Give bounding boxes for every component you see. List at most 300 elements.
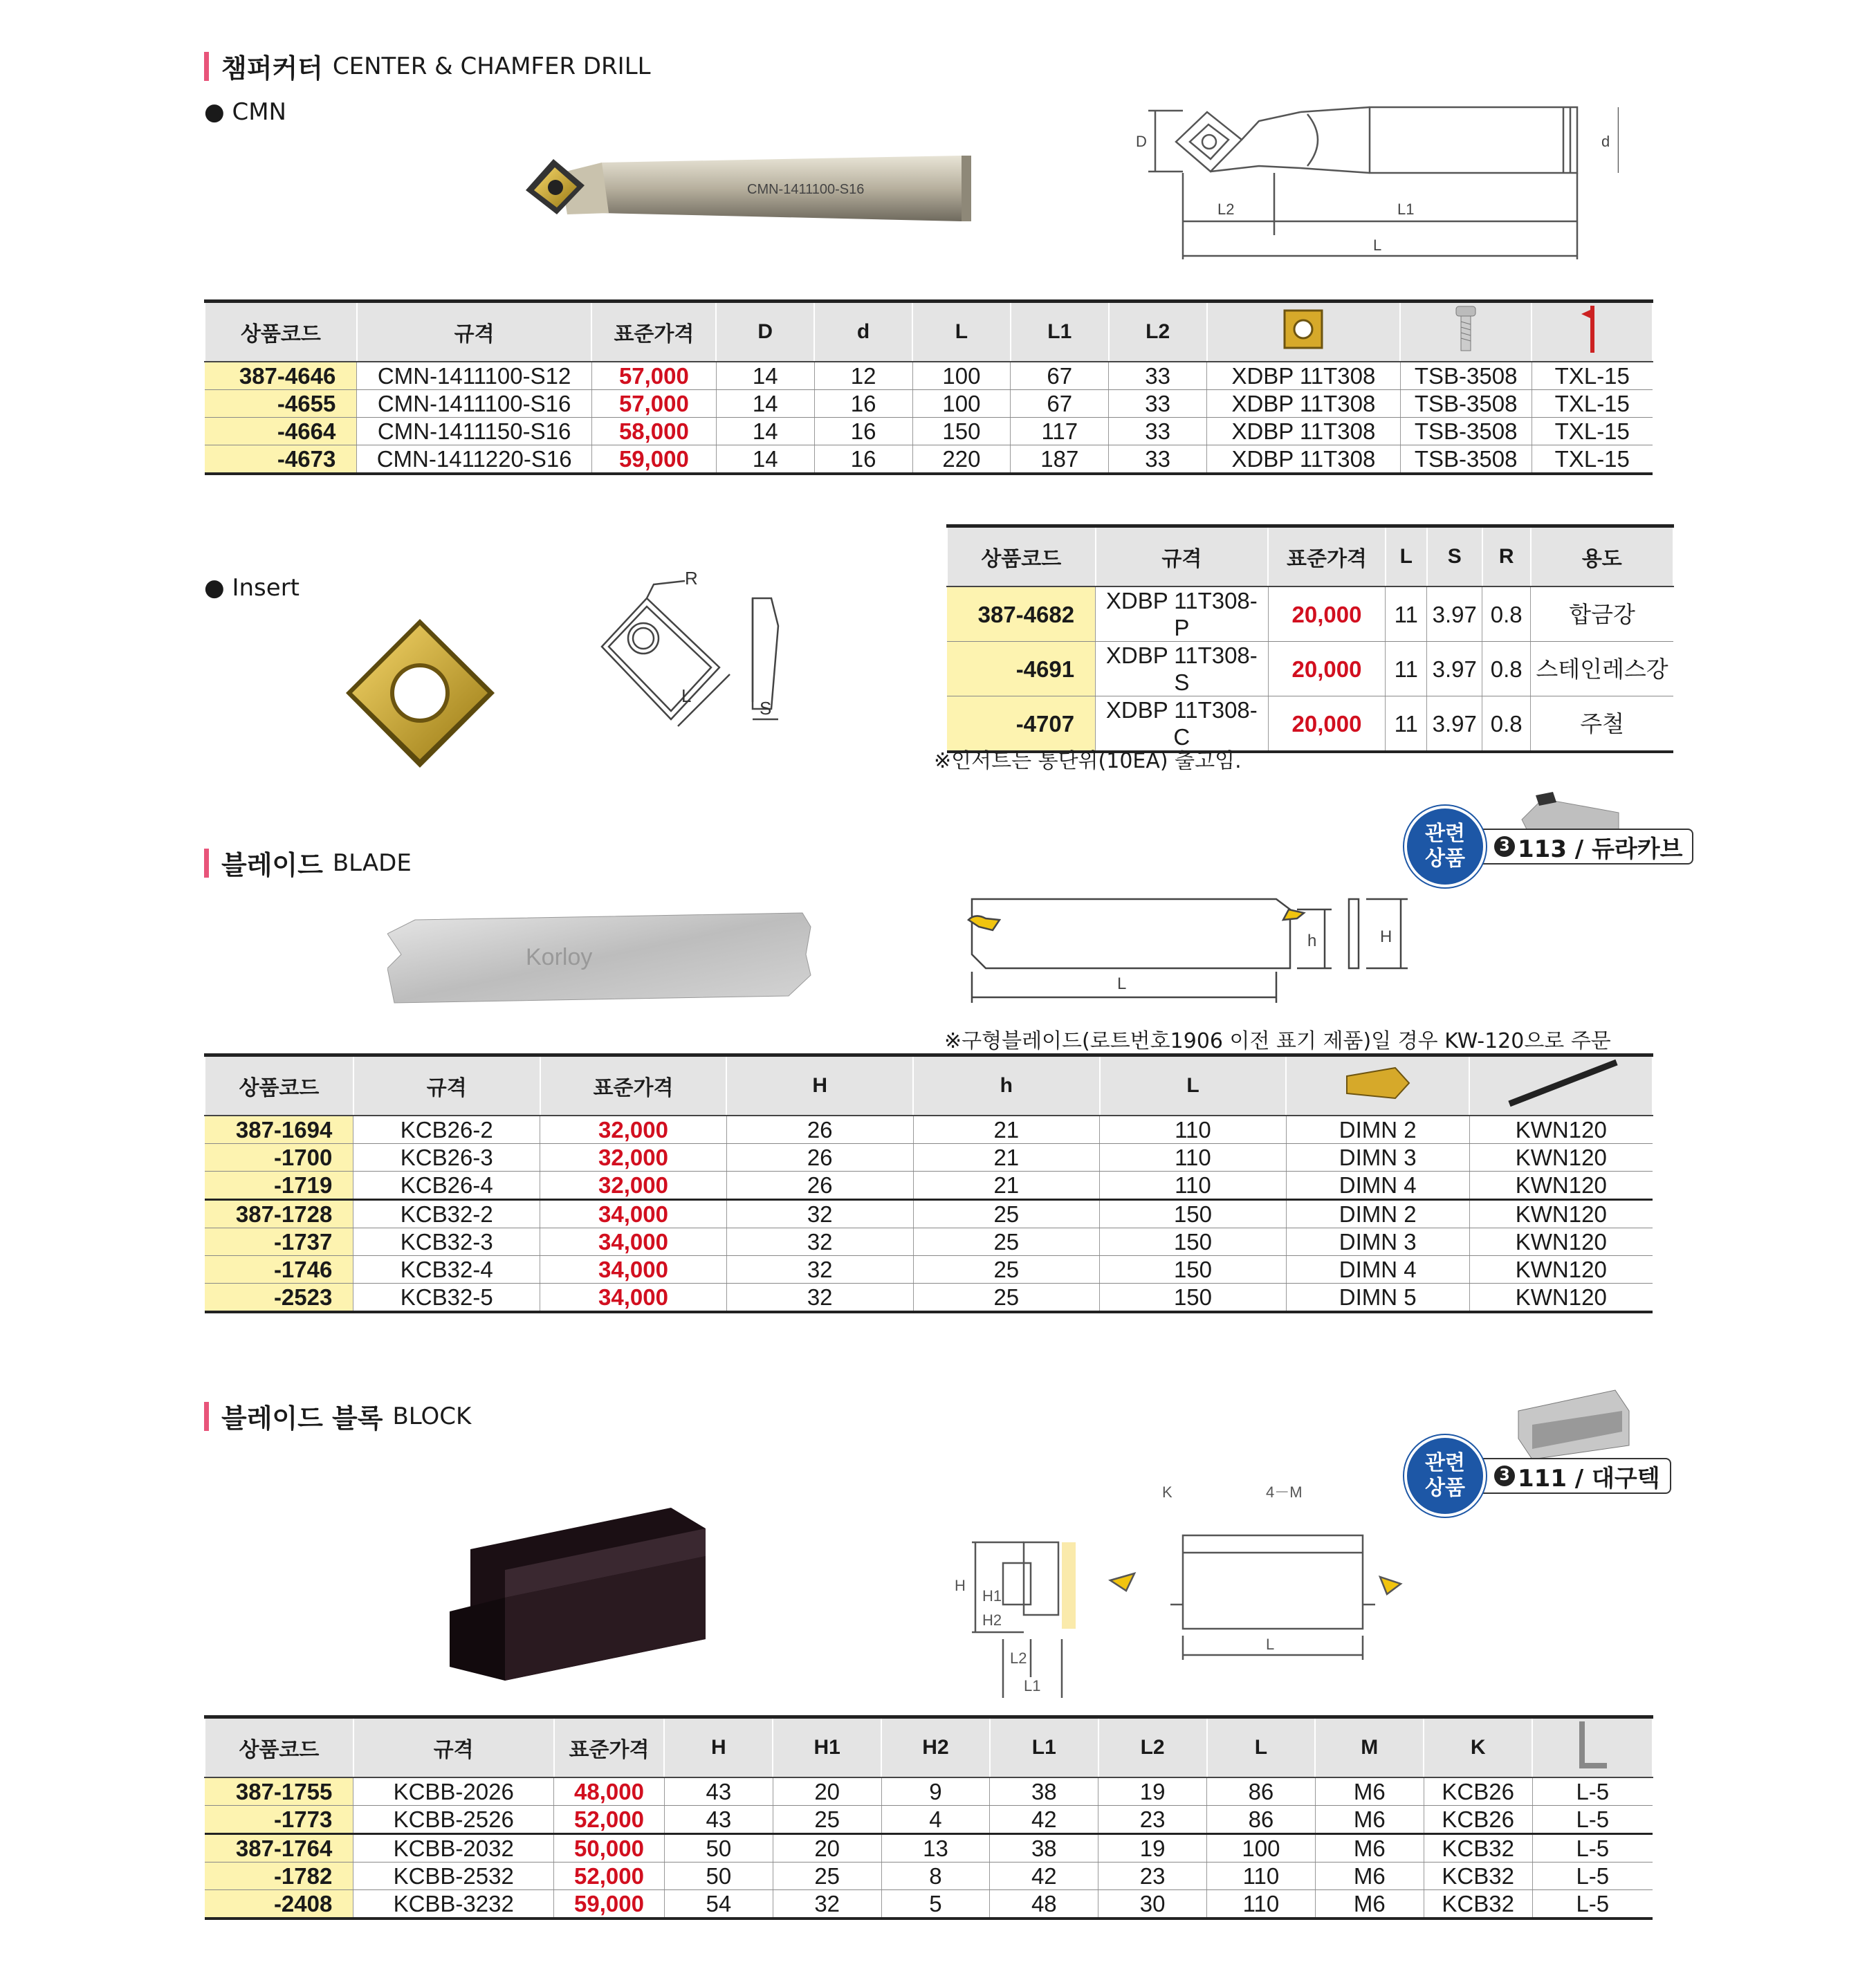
table-cell: 주철 [1531, 696, 1673, 752]
table-cell: 14 [716, 362, 814, 390]
related-circle: 관련 상품 [1404, 806, 1486, 887]
price-cell: 48,000 [554, 1777, 665, 1806]
table-cell: 187 [1011, 445, 1109, 474]
table-cell: 0.8 [1482, 696, 1531, 752]
table-cell: 150 [1100, 1256, 1287, 1284]
table-cell: 20 [773, 1777, 881, 1806]
product-code-cell: -1782 [205, 1863, 353, 1890]
header-insert-icon [1207, 302, 1401, 362]
section-accent-bar [204, 849, 209, 878]
table-cell: 150 [1100, 1200, 1287, 1228]
related-page: 111 / 대구텍 [1518, 1464, 1660, 1492]
table-row [205, 1200, 1653, 1228]
related-num: 3 [1494, 836, 1515, 857]
section-title-en: CENTER & CHAMFER DRILL [332, 52, 651, 80]
table-cell: 110 [1100, 1172, 1287, 1200]
table-row [205, 390, 1653, 418]
table-cell: 67 [1011, 362, 1109, 390]
dim-label-K: K [1162, 1484, 1172, 1501]
table-cell: 150 [1100, 1284, 1287, 1313]
related-page-tag [1472, 1458, 1671, 1494]
header-spec: 규격 [353, 1717, 554, 1778]
table-cell: 26 [726, 1116, 913, 1144]
table-cell: 33 [1109, 390, 1207, 418]
header-H: H [664, 1717, 773, 1778]
table-cell: 150 [1100, 1228, 1287, 1256]
table-cell: KCBB-2032 [353, 1834, 554, 1863]
dim-label-h: h [1307, 932, 1317, 950]
table-cell: 86 [1207, 1806, 1316, 1834]
product-code-cell: -1719 [205, 1172, 353, 1200]
table-cell: 110 [1100, 1116, 1287, 1144]
price-cell: 20,000 [1268, 642, 1386, 696]
section-title-ko: 블레이드 [221, 850, 323, 880]
table-cell: L-5 [1532, 1777, 1653, 1806]
table-cell: KCBB-2532 [353, 1863, 554, 1890]
header-M: M [1315, 1717, 1424, 1778]
price-cell: 20,000 [1268, 586, 1386, 642]
dim-label-D: D [1136, 133, 1147, 150]
table-cell: 32 [726, 1284, 913, 1313]
header-H1: H1 [773, 1717, 881, 1778]
table-row [205, 1228, 1653, 1256]
dim-label-M: 4－M [1266, 1484, 1303, 1501]
price-cell: 58,000 [591, 418, 716, 445]
table-cell: 23 [1098, 1806, 1207, 1834]
table-cell: 43 [664, 1777, 773, 1806]
header-usage: 용도 [1531, 526, 1673, 587]
table-cell: 16 [814, 445, 912, 474]
product-code-cell: -1773 [205, 1806, 353, 1834]
bullet-label: CMN [232, 98, 286, 126]
product-code-cell: 387-1728 [205, 1200, 353, 1228]
price-cell: 52,000 [554, 1863, 665, 1890]
section-title-chamfer [204, 47, 651, 85]
header-L: L [1100, 1055, 1287, 1116]
table-cell: 100 [912, 390, 1011, 418]
table-cell: 32 [726, 1200, 913, 1228]
table-cell: 11 [1386, 586, 1427, 642]
header-insert-icon [1286, 1055, 1469, 1116]
related-product-badge-blade[interactable] [1404, 806, 1693, 887]
header-D: D [716, 302, 814, 362]
table-cell: M6 [1315, 1863, 1424, 1890]
related-page: 113 / 듀라카브 [1518, 835, 1683, 863]
header-L1: L1 [1011, 302, 1109, 362]
table-cell: 14 [716, 418, 814, 445]
table-cell: TXL-15 [1532, 390, 1653, 418]
table-row [205, 1834, 1653, 1863]
product-code-cell: 387-4646 [205, 362, 357, 390]
table-cell: KCB32-5 [353, 1284, 540, 1313]
header-price: 표준가격 [554, 1717, 665, 1778]
table-cell: 30 [1098, 1890, 1207, 1919]
table-cell: TSB-3508 [1400, 445, 1532, 474]
section-title-blade [204, 844, 412, 882]
cmn-spec-table [204, 299, 1653, 475]
table-cell: CMN-1411150-S16 [357, 418, 592, 445]
dim-label-H1: H1 [982, 1587, 1002, 1605]
header-spec: 규격 [1096, 526, 1268, 587]
table-row [947, 642, 1673, 696]
table-cell: 33 [1109, 445, 1207, 474]
section-accent-bar [204, 1402, 209, 1431]
product-code-cell: -2523 [205, 1284, 353, 1313]
dim-label-L: L [1117, 974, 1127, 993]
table-cell: 50 [664, 1834, 773, 1863]
cmn-technical-drawing [1093, 97, 1619, 277]
insert-spec-table [946, 524, 1674, 753]
table-row [205, 1256, 1653, 1284]
table-cell: 33 [1109, 418, 1207, 445]
related-page-tag [1472, 829, 1693, 865]
bullet-insert: ● Insert [204, 574, 300, 602]
dim-label-L1: L1 [1397, 201, 1415, 218]
table-row [205, 362, 1653, 390]
header-hexkey-icon [1532, 1717, 1653, 1778]
table-cell: 26 [726, 1144, 913, 1172]
table-cell: 합금강 [1531, 586, 1673, 642]
product-code-cell: -4707 [947, 696, 1096, 752]
table-row [205, 418, 1653, 445]
price-cell: 32,000 [540, 1116, 727, 1144]
product-code-cell: -4664 [205, 418, 357, 445]
table-cell: KCB32 [1424, 1890, 1532, 1919]
table-cell: XDBP 11T308 [1207, 418, 1401, 445]
table-row [947, 586, 1673, 642]
table-cell: KCBB-2026 [353, 1777, 554, 1806]
table-cell: M6 [1315, 1834, 1424, 1863]
table-cell: 33 [1109, 362, 1207, 390]
table-cell: KCB32-2 [353, 1200, 540, 1228]
block-product-image [443, 1508, 719, 1688]
table-cell: 16 [814, 390, 912, 418]
price-cell: 32,000 [540, 1144, 727, 1172]
blade-engraving: Korloy [526, 944, 593, 970]
table-cell: M6 [1315, 1777, 1424, 1806]
table-cell: TXL-15 [1532, 418, 1653, 445]
table-cell: KWN120 [1469, 1172, 1653, 1200]
header-h: h [913, 1055, 1100, 1116]
header-screw-icon [1400, 302, 1532, 362]
table-header-row [205, 302, 1653, 362]
price-cell: 57,000 [591, 390, 716, 418]
table-cell: CMN-1411100-S12 [357, 362, 592, 390]
insert-technical-drawing [588, 564, 809, 743]
header-H2: H2 [881, 1717, 990, 1778]
table-cell: KCB26-3 [353, 1144, 540, 1172]
header-L: L [1386, 526, 1427, 587]
table-cell: 32 [726, 1256, 913, 1284]
block-technical-drawing [948, 1477, 1411, 1705]
table-cell: 67 [1011, 390, 1109, 418]
table-cell: DIMN 2 [1286, 1116, 1469, 1144]
table-cell: 110 [1207, 1890, 1316, 1919]
table-cell: KCB32-3 [353, 1228, 540, 1256]
table-cell: 48 [990, 1890, 1098, 1919]
table-cell: 43 [664, 1806, 773, 1834]
table-cell: 13 [881, 1834, 990, 1863]
table-cell: KCB26 [1424, 1777, 1532, 1806]
dim-label-H2: H2 [982, 1611, 1002, 1629]
table-row [205, 1777, 1653, 1806]
table-cell: 50 [664, 1863, 773, 1890]
table-cell: DIMN 2 [1286, 1200, 1469, 1228]
header-L: L [912, 302, 1011, 362]
header-L: L [1207, 1717, 1316, 1778]
block-spec-table [204, 1715, 1653, 1920]
table-cell: 21 [913, 1144, 1100, 1172]
table-cell: KWN120 [1469, 1144, 1653, 1172]
table-cell: XDBP 11T308-P [1096, 586, 1268, 642]
product-code-cell: -4655 [205, 390, 357, 418]
table-cell: L-5 [1532, 1863, 1653, 1890]
table-cell: 32 [726, 1228, 913, 1256]
product-code-cell: -1700 [205, 1144, 353, 1172]
table-cell: KCB26-4 [353, 1172, 540, 1200]
header-S: S [1427, 526, 1482, 587]
table-cell: 25 [913, 1200, 1100, 1228]
table-cell: KCBB-2526 [353, 1806, 554, 1834]
table-cell: 9 [881, 1777, 990, 1806]
section-title-ko: 챔퍼커터 [221, 53, 323, 84]
table-cell: 16 [814, 418, 912, 445]
table-cell: 12 [814, 362, 912, 390]
table-cell: XDBP 11T308 [1207, 390, 1401, 418]
dim-label-S: S [760, 698, 772, 719]
price-cell: 34,000 [540, 1228, 727, 1256]
table-cell: 19 [1098, 1777, 1207, 1806]
table-row [205, 445, 1653, 474]
table-cell: 23 [1098, 1863, 1207, 1890]
table-cell: 42 [990, 1806, 1098, 1834]
section-title-en: BLADE [332, 849, 412, 877]
header-spec: 규격 [353, 1055, 540, 1116]
price-cell: 34,000 [540, 1256, 727, 1284]
section-title-block [204, 1397, 471, 1435]
table-cell: 25 [773, 1863, 881, 1890]
table-cell: KWN120 [1469, 1228, 1653, 1256]
header-d: d [814, 302, 912, 362]
table-cell: CMN-1411100-S16 [357, 390, 592, 418]
header-spec: 규격 [357, 302, 592, 362]
table-cell: KWN120 [1469, 1256, 1653, 1284]
table-cell: KCB32 [1424, 1863, 1532, 1890]
table-cell: DIMN 5 [1286, 1284, 1469, 1313]
table-cell: TSB-3508 [1400, 390, 1532, 418]
table-cell: DIMN 4 [1286, 1256, 1469, 1284]
table-cell: 110 [1207, 1863, 1316, 1890]
bullet-cmn: ● CMN [204, 98, 286, 126]
dim-label-L2: L2 [1010, 1649, 1027, 1667]
table-cell: L-5 [1532, 1834, 1653, 1863]
table-cell: TSB-3508 [1400, 362, 1532, 390]
table-cell: KCB32 [1424, 1834, 1532, 1863]
header-key-icon [1469, 1055, 1653, 1116]
table-cell: DIMN 4 [1286, 1172, 1469, 1200]
table-cell: 150 [912, 418, 1011, 445]
table-cell: 38 [990, 1777, 1098, 1806]
table-cell: KCB26 [1424, 1806, 1532, 1834]
table-row [205, 1863, 1653, 1890]
table-cell: DIMN 3 [1286, 1228, 1469, 1256]
table-cell: 25 [913, 1284, 1100, 1313]
table-cell: 117 [1011, 418, 1109, 445]
product-code-cell: -4673 [205, 445, 357, 474]
header-code: 상품코드 [205, 1055, 353, 1116]
table-cell: 25 [913, 1256, 1100, 1284]
dim-label-L: L [1266, 1636, 1275, 1653]
dim-label-R: R [685, 568, 698, 589]
table-cell: 110 [1100, 1144, 1287, 1172]
header-code: 상품코드 [205, 1717, 353, 1778]
blade-spec-table [204, 1053, 1653, 1313]
related-num: 3 [1494, 1466, 1515, 1486]
blade-note: ※구형블레이드(로트번호1906 이전 표기 제품)일 경우 KW-120으로 주문 [944, 1029, 1611, 1053]
table-cell: 25 [913, 1228, 1100, 1256]
table-cell: XDBP 11T308 [1207, 445, 1401, 474]
table-cell: 19 [1098, 1834, 1207, 1863]
table-cell: 26 [726, 1172, 913, 1200]
dim-label-d: d [1601, 133, 1610, 150]
product-code-cell: 387-1694 [205, 1116, 353, 1144]
table-cell: KWN120 [1469, 1200, 1653, 1228]
table-cell: L-5 [1532, 1890, 1653, 1919]
table-cell: 0.8 [1482, 642, 1531, 696]
header-L1: L1 [990, 1717, 1098, 1778]
table-cell: M6 [1315, 1806, 1424, 1834]
product-code-cell: 387-1764 [205, 1834, 353, 1863]
table-cell: 11 [1386, 696, 1427, 752]
price-cell: 32,000 [540, 1172, 727, 1200]
dim-label-H: H [1380, 927, 1392, 946]
table-cell: 11 [1386, 642, 1427, 696]
section-title-ko: 블레이드 블록 [221, 1403, 383, 1434]
insert-note: ※인서트는 통단위(10EA) 출고임. [934, 749, 1242, 773]
product-code-cell: -2408 [205, 1890, 353, 1919]
table-cell: 14 [716, 390, 814, 418]
dim-label-L: L [681, 685, 692, 706]
table-cell: KWN120 [1469, 1116, 1653, 1144]
price-cell: 59,000 [554, 1890, 665, 1919]
dim-label-L1: L1 [1024, 1677, 1041, 1694]
table-row [205, 1806, 1653, 1834]
related-product-badge-block[interactable] [1404, 1435, 1671, 1517]
table-cell: 20 [773, 1834, 881, 1863]
header-R: R [1482, 526, 1531, 587]
blade-technical-drawing [965, 892, 1422, 1010]
table-cell: 54 [664, 1890, 773, 1919]
table-cell: DIMN 3 [1286, 1144, 1469, 1172]
table-row [205, 1144, 1653, 1172]
table-cell: 100 [912, 362, 1011, 390]
table-header-row [205, 1055, 1653, 1116]
table-cell: TXL-15 [1532, 445, 1653, 474]
table-cell: 0.8 [1482, 586, 1531, 642]
table-cell: 220 [912, 445, 1011, 474]
table-cell: 5 [881, 1890, 990, 1919]
header-L2: L2 [1109, 302, 1207, 362]
table-cell: 100 [1207, 1834, 1316, 1863]
price-cell: 57,000 [591, 362, 716, 390]
price-cell: 59,000 [591, 445, 716, 474]
cmn-product-image [519, 138, 989, 235]
header-L2: L2 [1098, 1717, 1207, 1778]
table-cell: 3.97 [1427, 696, 1482, 752]
price-cell: 34,000 [540, 1284, 727, 1313]
product-code-cell: 387-4682 [947, 586, 1096, 642]
table-cell: 4 [881, 1806, 990, 1834]
product-code-cell: -4691 [947, 642, 1096, 696]
table-cell: TSB-3508 [1400, 418, 1532, 445]
table-cell: 3.97 [1427, 642, 1482, 696]
header-price: 표준가격 [540, 1055, 727, 1116]
table-cell: KCB32-4 [353, 1256, 540, 1284]
table-cell: KWN120 [1469, 1284, 1653, 1313]
table-cell: 3.97 [1427, 586, 1482, 642]
product-code-cell: -1746 [205, 1256, 353, 1284]
dim-label-H: H [955, 1577, 966, 1594]
table-cell: 32 [773, 1890, 881, 1919]
table-cell: TXL-15 [1532, 362, 1653, 390]
header-price: 표준가격 [591, 302, 716, 362]
section-title-en: BLOCK [392, 1402, 472, 1430]
table-cell: 42 [990, 1863, 1098, 1890]
table-cell: L-5 [1532, 1806, 1653, 1834]
header-code: 상품코드 [205, 302, 357, 362]
table-header-row [205, 1717, 1653, 1778]
table-row [205, 1284, 1653, 1313]
dim-label-L: L [1373, 237, 1382, 254]
table-cell: XDBP 11T308-C [1096, 696, 1268, 752]
table-cell: CMN-1411220-S16 [357, 445, 592, 474]
table-cell: 14 [716, 445, 814, 474]
table-cell: 38 [990, 1834, 1098, 1863]
dim-label-L2: L2 [1217, 201, 1235, 218]
price-cell: 34,000 [540, 1200, 727, 1228]
table-row [205, 1116, 1653, 1144]
header-wrench-icon [1532, 302, 1653, 362]
insert-product-image [342, 616, 498, 771]
table-row [205, 1890, 1653, 1919]
related-circle: 관련 상품 [1404, 1435, 1486, 1517]
blade-product-image [387, 899, 816, 1010]
table-cell: 25 [773, 1806, 881, 1834]
price-cell: 52,000 [554, 1806, 665, 1834]
table-cell: KCB26-2 [353, 1116, 540, 1144]
header-K: K [1424, 1717, 1532, 1778]
table-cell: 21 [913, 1172, 1100, 1200]
table-cell: 8 [881, 1863, 990, 1890]
price-cell: 50,000 [554, 1834, 665, 1863]
table-cell: 스테인레스강 [1531, 642, 1673, 696]
table-cell: XDBP 11T308-S [1096, 642, 1268, 696]
bullet-label: Insert [232, 574, 300, 602]
table-cell: 21 [913, 1116, 1100, 1144]
product-code-cell: -1737 [205, 1228, 353, 1256]
header-price: 표준가격 [1268, 526, 1386, 587]
header-H: H [726, 1055, 913, 1116]
table-cell: KCBB-3232 [353, 1890, 554, 1919]
table-header-row [947, 526, 1673, 587]
table-cell: XDBP 11T308 [1207, 362, 1401, 390]
price-cell: 20,000 [1268, 696, 1386, 752]
cmn-engraving: CMN-1411100-S16 [747, 182, 865, 197]
table-cell: 86 [1207, 1777, 1316, 1806]
section-accent-bar [204, 52, 209, 81]
product-code-cell: 387-1755 [205, 1777, 353, 1806]
table-row [205, 1172, 1653, 1200]
